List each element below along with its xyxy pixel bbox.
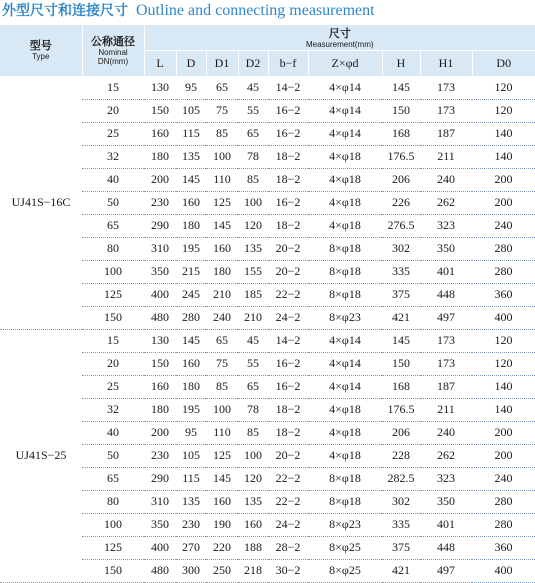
column-header: L bbox=[144, 50, 176, 76]
value-cell: 16−2 bbox=[268, 375, 308, 398]
dn-cell: 15 bbox=[82, 76, 144, 99]
value-cell: 375 bbox=[382, 536, 420, 559]
value-cell: 4×φ18 bbox=[308, 168, 382, 191]
value-cell: 180 bbox=[176, 375, 206, 398]
value-cell: 240 bbox=[472, 214, 535, 237]
value-cell: 85 bbox=[238, 421, 268, 444]
value-cell: 4×φ14 bbox=[308, 122, 382, 145]
dn-cell: 25 bbox=[82, 375, 144, 398]
value-cell: 210 bbox=[238, 306, 268, 329]
dn-cell: 40 bbox=[82, 168, 144, 191]
value-cell: 8×φ25 bbox=[308, 559, 382, 582]
value-cell: 230 bbox=[176, 513, 206, 536]
value-cell: 18−2 bbox=[268, 214, 308, 237]
dn-cell: 40 bbox=[82, 421, 144, 444]
value-cell: 16−2 bbox=[268, 352, 308, 375]
value-cell: 18−2 bbox=[268, 168, 308, 191]
dn-cell: 20 bbox=[82, 99, 144, 122]
value-cell: 145 bbox=[206, 214, 238, 237]
dn-cell: 80 bbox=[82, 237, 144, 260]
value-cell: 240 bbox=[420, 168, 472, 191]
value-cell: 85 bbox=[206, 375, 238, 398]
value-cell: 45 bbox=[238, 76, 268, 99]
value-cell: 350 bbox=[144, 260, 176, 283]
value-cell: 176.5 bbox=[382, 145, 420, 168]
value-cell: 195 bbox=[176, 398, 206, 421]
dn-cell: 100 bbox=[82, 260, 144, 283]
value-cell: 20−2 bbox=[268, 444, 308, 467]
value-cell: 200 bbox=[472, 444, 535, 467]
value-cell: 190 bbox=[206, 513, 238, 536]
value-cell: 400 bbox=[472, 559, 535, 582]
value-cell: 150 bbox=[144, 99, 176, 122]
value-cell: 16−2 bbox=[268, 99, 308, 122]
value-cell: 280 bbox=[472, 237, 535, 260]
dn-cell: 20 bbox=[82, 352, 144, 375]
value-cell: 230 bbox=[144, 444, 176, 467]
type-header-cn: 型号 bbox=[0, 40, 82, 52]
value-cell: 421 bbox=[382, 559, 420, 582]
value-cell: 135 bbox=[238, 490, 268, 513]
value-cell: 300 bbox=[176, 559, 206, 582]
value-cell: 4×φ14 bbox=[308, 329, 382, 352]
value-cell: 140 bbox=[472, 145, 535, 168]
value-cell: 206 bbox=[382, 168, 420, 191]
value-cell: 240 bbox=[472, 467, 535, 490]
value-cell: 8×φ18 bbox=[308, 283, 382, 306]
value-cell: 375 bbox=[382, 283, 420, 306]
measurement-header-en: Measurement(mm) bbox=[145, 40, 535, 49]
value-cell: 200 bbox=[472, 421, 535, 444]
value-cell: 4×φ18 bbox=[308, 444, 382, 467]
value-cell: 335 bbox=[382, 260, 420, 283]
column-header: b−f bbox=[268, 50, 308, 76]
value-cell: 276.5 bbox=[382, 214, 420, 237]
value-cell: 262 bbox=[420, 191, 472, 214]
value-cell: 135 bbox=[176, 145, 206, 168]
value-cell: 401 bbox=[420, 513, 472, 536]
value-cell: 120 bbox=[238, 214, 268, 237]
value-cell: 85 bbox=[206, 122, 238, 145]
value-cell: 16−2 bbox=[268, 191, 308, 214]
value-cell: 173 bbox=[420, 329, 472, 352]
dn-cell: 150 bbox=[82, 306, 144, 329]
value-cell: 160 bbox=[206, 490, 238, 513]
title-en: Outline and connecting measurement bbox=[136, 2, 375, 19]
value-cell: 173 bbox=[420, 352, 472, 375]
value-cell: 160 bbox=[176, 352, 206, 375]
value-cell: 8×φ18 bbox=[308, 467, 382, 490]
value-cell: 200 bbox=[144, 421, 176, 444]
value-cell: 400 bbox=[144, 536, 176, 559]
value-cell: 120 bbox=[472, 329, 535, 352]
value-cell: 105 bbox=[176, 444, 206, 467]
dn-cell: 150 bbox=[82, 559, 144, 582]
value-cell: 85 bbox=[238, 168, 268, 191]
value-cell: 24−2 bbox=[268, 306, 308, 329]
value-cell: 160 bbox=[144, 122, 176, 145]
type-header-en: Type bbox=[0, 52, 82, 61]
dn-cell: 125 bbox=[82, 283, 144, 306]
value-cell: 188 bbox=[238, 536, 268, 559]
value-cell: 145 bbox=[176, 329, 206, 352]
dn-cell: 50 bbox=[82, 444, 144, 467]
value-cell: 100 bbox=[238, 191, 268, 214]
value-cell: 206 bbox=[382, 421, 420, 444]
dn-cell: 15 bbox=[82, 329, 144, 352]
value-cell: 421 bbox=[382, 306, 420, 329]
value-cell: 4×φ18 bbox=[308, 214, 382, 237]
dn-cell: 65 bbox=[82, 214, 144, 237]
value-cell: 8×φ25 bbox=[308, 536, 382, 559]
model-cell: UJ41S−25 bbox=[0, 329, 82, 582]
value-cell: 350 bbox=[420, 237, 472, 260]
table-row bbox=[0, 76, 535, 99]
value-cell: 14−2 bbox=[268, 329, 308, 352]
value-cell: 176.5 bbox=[382, 398, 420, 421]
value-cell: 28−2 bbox=[268, 536, 308, 559]
dn-cell: 25 bbox=[82, 122, 144, 145]
value-cell: 448 bbox=[420, 536, 472, 559]
value-cell: 335 bbox=[382, 513, 420, 536]
value-cell: 150 bbox=[382, 352, 420, 375]
value-cell: 290 bbox=[144, 214, 176, 237]
value-cell: 135 bbox=[176, 490, 206, 513]
value-cell: 218 bbox=[238, 559, 268, 582]
value-cell: 250 bbox=[206, 559, 238, 582]
value-cell: 400 bbox=[472, 306, 535, 329]
value-cell: 282.5 bbox=[382, 467, 420, 490]
value-cell: 200 bbox=[472, 168, 535, 191]
value-cell: 22−2 bbox=[268, 283, 308, 306]
value-cell: 180 bbox=[176, 214, 206, 237]
value-cell: 211 bbox=[420, 398, 472, 421]
value-cell: 140 bbox=[472, 398, 535, 421]
title-cn: 外型尺寸和连接尺寸 bbox=[2, 3, 128, 19]
value-cell: 120 bbox=[472, 76, 535, 99]
value-cell: 8×φ23 bbox=[308, 306, 382, 329]
value-cell: 18−2 bbox=[268, 421, 308, 444]
value-cell: 160 bbox=[144, 375, 176, 398]
dn-cell: 100 bbox=[82, 513, 144, 536]
column-header: D bbox=[176, 50, 206, 76]
value-cell: 30−2 bbox=[268, 559, 308, 582]
value-cell: 168 bbox=[382, 122, 420, 145]
value-cell: 100 bbox=[238, 444, 268, 467]
model-cell: UJ41S−16C bbox=[0, 76, 82, 329]
value-cell: 110 bbox=[206, 168, 238, 191]
value-cell: 210 bbox=[206, 283, 238, 306]
value-cell: 16−2 bbox=[268, 122, 308, 145]
dn-cell: 32 bbox=[82, 145, 144, 168]
value-cell: 125 bbox=[206, 191, 238, 214]
column-header: D2 bbox=[238, 50, 268, 76]
value-cell: 75 bbox=[206, 352, 238, 375]
value-cell: 100 bbox=[206, 145, 238, 168]
value-cell: 280 bbox=[472, 260, 535, 283]
value-cell: 22−2 bbox=[268, 490, 308, 513]
value-cell: 497 bbox=[420, 306, 472, 329]
value-cell: 280 bbox=[176, 306, 206, 329]
dn-cell: 65 bbox=[82, 467, 144, 490]
value-cell: 173 bbox=[420, 76, 472, 99]
value-cell: 65 bbox=[238, 375, 268, 398]
value-cell: 145 bbox=[382, 329, 420, 352]
value-cell: 262 bbox=[420, 444, 472, 467]
value-cell: 4×φ14 bbox=[308, 99, 382, 122]
value-cell: 230 bbox=[144, 191, 176, 214]
value-cell: 95 bbox=[176, 421, 206, 444]
value-cell: 245 bbox=[176, 283, 206, 306]
value-cell: 110 bbox=[206, 421, 238, 444]
value-cell: 401 bbox=[420, 260, 472, 283]
value-cell: 270 bbox=[176, 536, 206, 559]
value-cell: 168 bbox=[382, 375, 420, 398]
value-cell: 160 bbox=[238, 513, 268, 536]
type-header bbox=[0, 25, 82, 76]
page-title bbox=[2, 1, 375, 23]
value-cell: 185 bbox=[238, 283, 268, 306]
value-cell: 226 bbox=[382, 191, 420, 214]
value-cell: 8×φ23 bbox=[308, 513, 382, 536]
column-header: H1 bbox=[420, 50, 472, 76]
value-cell: 8×φ18 bbox=[308, 237, 382, 260]
measurement-header-cn: 尺寸 bbox=[145, 26, 535, 40]
dn-header-en1: Nominal bbox=[83, 48, 144, 57]
value-cell: 18−2 bbox=[268, 145, 308, 168]
value-cell: 105 bbox=[176, 99, 206, 122]
value-cell: 145 bbox=[176, 168, 206, 191]
value-cell: 120 bbox=[472, 99, 535, 122]
measurement-header bbox=[144, 25, 535, 50]
value-cell: 180 bbox=[144, 145, 176, 168]
value-cell: 130 bbox=[144, 329, 176, 352]
measurement-table bbox=[0, 25, 535, 583]
value-cell: 55 bbox=[238, 352, 268, 375]
value-cell: 18−2 bbox=[268, 398, 308, 421]
value-cell: 75 bbox=[206, 99, 238, 122]
value-cell: 4×φ18 bbox=[308, 421, 382, 444]
value-cell: 4×φ14 bbox=[308, 375, 382, 398]
dn-cell: 125 bbox=[82, 536, 144, 559]
column-header: D0 bbox=[472, 50, 535, 76]
value-cell: 4×φ14 bbox=[308, 76, 382, 99]
value-cell: 140 bbox=[472, 122, 535, 145]
value-cell: 115 bbox=[176, 122, 206, 145]
value-cell: 480 bbox=[144, 559, 176, 582]
value-cell: 22−2 bbox=[268, 467, 308, 490]
value-cell: 150 bbox=[382, 99, 420, 122]
value-cell: 160 bbox=[206, 237, 238, 260]
value-cell: 78 bbox=[238, 398, 268, 421]
value-cell: 480 bbox=[144, 306, 176, 329]
value-cell: 173 bbox=[420, 99, 472, 122]
value-cell: 8×φ18 bbox=[308, 260, 382, 283]
value-cell: 240 bbox=[206, 306, 238, 329]
dn-cell: 32 bbox=[82, 398, 144, 421]
value-cell: 125 bbox=[206, 444, 238, 467]
value-cell: 155 bbox=[238, 260, 268, 283]
value-cell: 280 bbox=[472, 513, 535, 536]
value-cell: 290 bbox=[144, 467, 176, 490]
value-cell: 140 bbox=[472, 375, 535, 398]
value-cell: 14−2 bbox=[268, 76, 308, 99]
column-header: Z×φd bbox=[308, 50, 382, 76]
value-cell: 497 bbox=[420, 559, 472, 582]
dn-header bbox=[82, 25, 144, 76]
value-cell: 135 bbox=[238, 237, 268, 260]
value-cell: 65 bbox=[238, 122, 268, 145]
value-cell: 228 bbox=[382, 444, 420, 467]
value-cell: 78 bbox=[238, 145, 268, 168]
value-cell: 65 bbox=[206, 76, 238, 99]
value-cell: 95 bbox=[176, 76, 206, 99]
value-cell: 200 bbox=[472, 191, 535, 214]
value-cell: 20−2 bbox=[268, 237, 308, 260]
value-cell: 8×φ18 bbox=[308, 490, 382, 513]
column-header: D1 bbox=[206, 50, 238, 76]
value-cell: 4×φ14 bbox=[308, 352, 382, 375]
dn-header-en2: DN(mm) bbox=[83, 57, 144, 66]
value-cell: 120 bbox=[238, 467, 268, 490]
value-cell: 150 bbox=[144, 352, 176, 375]
value-cell: 195 bbox=[176, 237, 206, 260]
value-cell: 145 bbox=[206, 467, 238, 490]
value-cell: 360 bbox=[472, 283, 535, 306]
value-cell: 323 bbox=[420, 214, 472, 237]
value-cell: 211 bbox=[420, 145, 472, 168]
value-cell: 4×φ18 bbox=[308, 145, 382, 168]
value-cell: 160 bbox=[176, 191, 206, 214]
value-cell: 55 bbox=[238, 99, 268, 122]
value-cell: 280 bbox=[472, 490, 535, 513]
value-cell: 145 bbox=[382, 76, 420, 99]
value-cell: 65 bbox=[206, 329, 238, 352]
value-cell: 310 bbox=[144, 237, 176, 260]
value-cell: 24−2 bbox=[268, 513, 308, 536]
value-cell: 215 bbox=[176, 260, 206, 283]
table-row bbox=[0, 329, 535, 352]
value-cell: 187 bbox=[420, 122, 472, 145]
value-cell: 323 bbox=[420, 467, 472, 490]
value-cell: 45 bbox=[238, 329, 268, 352]
dn-header-cn: 公称通径 bbox=[83, 36, 144, 48]
value-cell: 350 bbox=[420, 490, 472, 513]
value-cell: 200 bbox=[144, 168, 176, 191]
value-cell: 180 bbox=[206, 260, 238, 283]
value-cell: 302 bbox=[382, 237, 420, 260]
value-cell: 187 bbox=[420, 375, 472, 398]
value-cell: 240 bbox=[420, 421, 472, 444]
value-cell: 20−2 bbox=[268, 260, 308, 283]
dn-cell: 80 bbox=[82, 490, 144, 513]
value-cell: 115 bbox=[176, 467, 206, 490]
value-cell: 448 bbox=[420, 283, 472, 306]
dn-cell: 50 bbox=[82, 191, 144, 214]
value-cell: 302 bbox=[382, 490, 420, 513]
value-cell: 180 bbox=[144, 398, 176, 421]
value-cell: 310 bbox=[144, 490, 176, 513]
value-cell: 220 bbox=[206, 536, 238, 559]
value-cell: 360 bbox=[472, 536, 535, 559]
column-header: H bbox=[382, 50, 420, 76]
value-cell: 130 bbox=[144, 76, 176, 99]
value-cell: 100 bbox=[206, 398, 238, 421]
value-cell: 400 bbox=[144, 283, 176, 306]
value-cell: 4×φ18 bbox=[308, 191, 382, 214]
value-cell: 4×φ18 bbox=[308, 398, 382, 421]
value-cell: 350 bbox=[144, 513, 176, 536]
value-cell: 120 bbox=[472, 352, 535, 375]
